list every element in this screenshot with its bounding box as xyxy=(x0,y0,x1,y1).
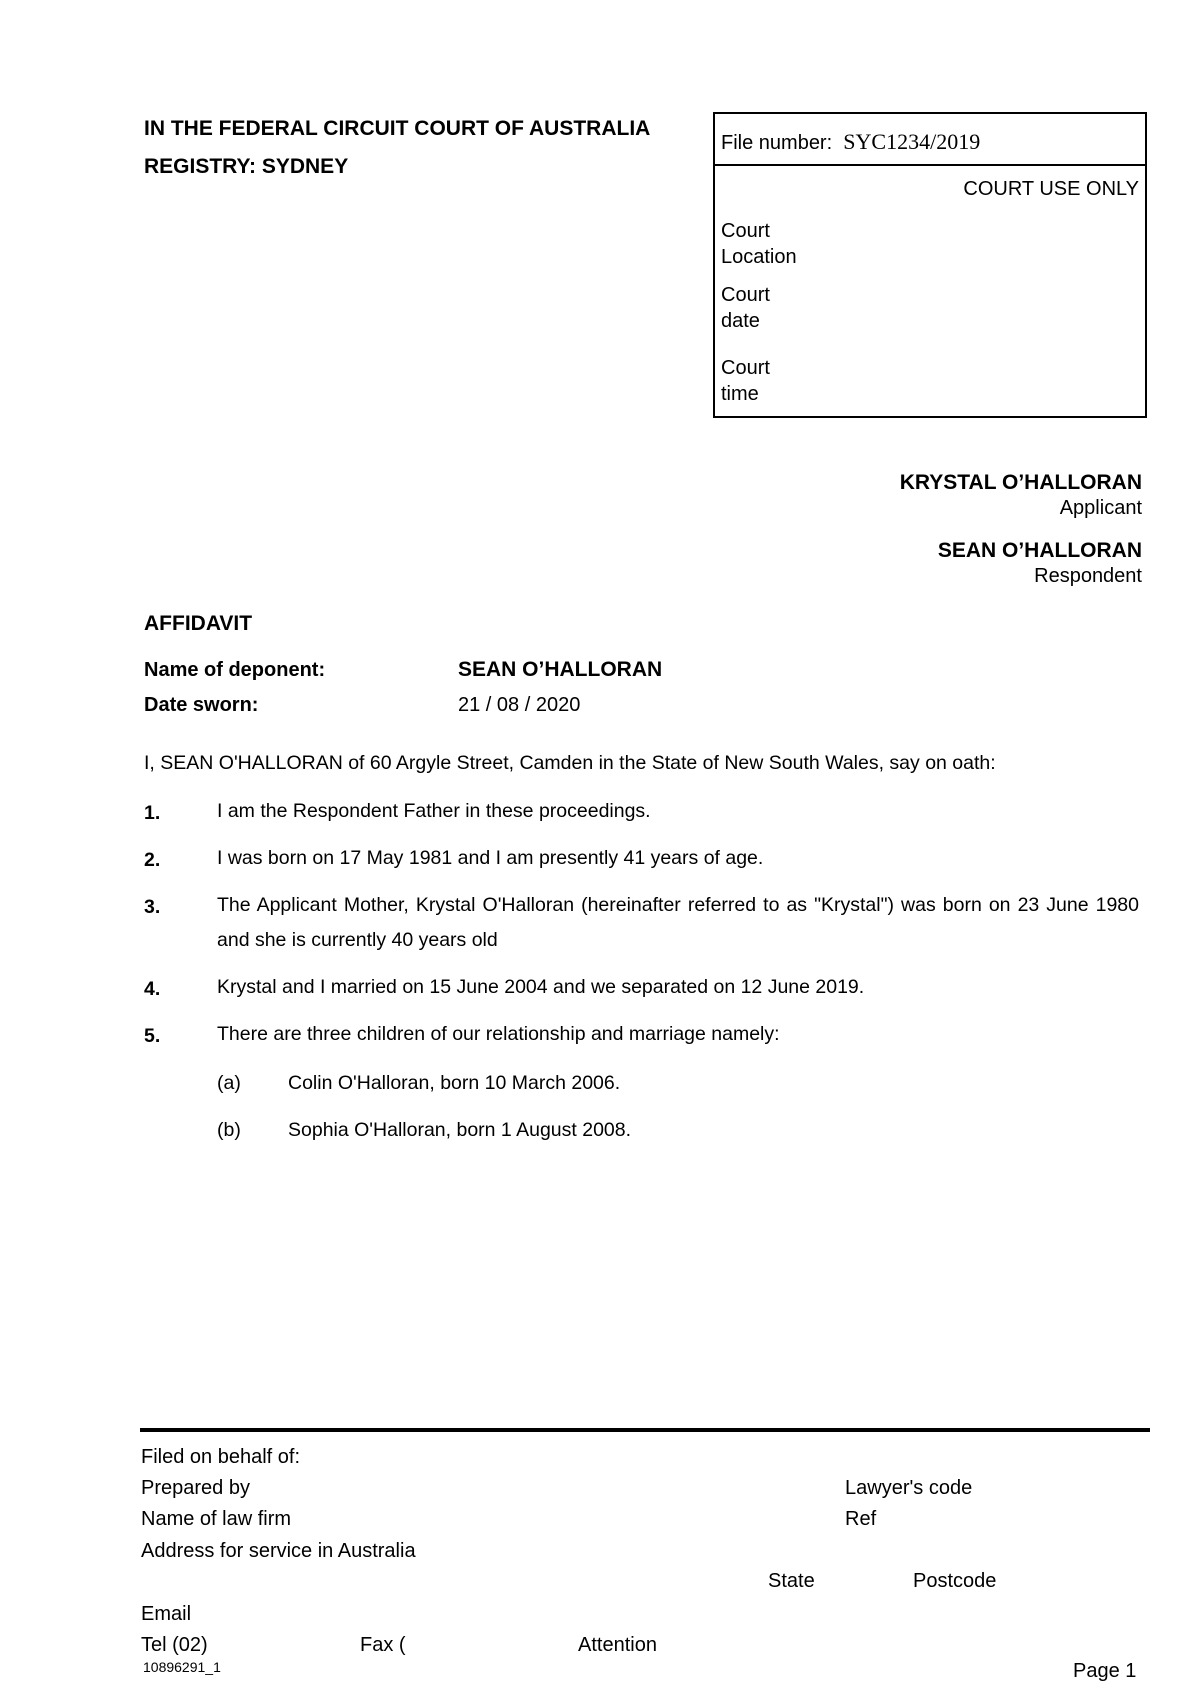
law-firm-label: Name of law firm xyxy=(141,1508,292,1530)
court-title: IN THE FEDERAL CIRCUIT COURT OF AUSTRALIA xyxy=(144,117,651,140)
paragraph-text: The Applicant Mother, Krystal O'Halloran (hereinafter referred to as "Krystal") was born on 23 June 1980 and she is currently 40 years old xyxy=(217,894,1139,951)
paragraph-text: Krystal and I married on 15 June 2004 and we separated on 12 June 2019. xyxy=(217,976,865,998)
paragraph-text: There are three children of our relationship and marriage namely: xyxy=(217,1023,780,1045)
file-number-row xyxy=(715,114,1145,166)
attention-label: Attention xyxy=(578,1634,657,1656)
file-number-label: File number: xyxy=(721,132,833,154)
applicant-name: KRYSTAL O’HALLORAN xyxy=(899,471,1142,494)
court-time-line1: Court xyxy=(721,357,770,379)
ref-label: Ref xyxy=(845,1508,877,1530)
respondent-role: Respondent xyxy=(1034,565,1142,587)
file-number-value: SYC1234/2019 xyxy=(843,129,981,154)
applicant-role: Applicant xyxy=(1059,497,1142,519)
court-time-label xyxy=(721,355,770,407)
paragraph-text: I am the Respondent Father in these proceedings. xyxy=(217,800,651,822)
subitem-text: Colin O'Halloran, born 10 March 2006. xyxy=(288,1072,621,1094)
court-time-line2: time xyxy=(721,383,759,405)
court-location-line1: Court xyxy=(721,220,770,242)
court-use-only-label: COURT USE ONLY xyxy=(963,178,1139,200)
court-use-box xyxy=(713,112,1147,418)
state-label: State xyxy=(768,1570,815,1592)
paragraph-number: 2. xyxy=(144,849,161,871)
filed-on-behalf-label: Filed on behalf of: xyxy=(141,1446,300,1468)
respondent-name: SEAN O’HALLORAN xyxy=(937,539,1142,562)
file-number-field xyxy=(721,129,980,155)
paragraph-number: 3. xyxy=(144,896,161,918)
document-id: 10896291_1 xyxy=(143,1659,221,1675)
court-date-line2: date xyxy=(721,310,760,332)
tel-label: Tel (02) xyxy=(141,1634,208,1656)
address-label: Address for service in Australia xyxy=(141,1540,416,1562)
paragraph-number: 5. xyxy=(144,1025,161,1047)
paragraph-number: 1. xyxy=(144,802,161,824)
subitem-label: (a) xyxy=(217,1072,241,1094)
intro-text: I, SEAN O'HALLORAN of 60 Argyle Street, Camden in the State of New South Wales, say on oath: xyxy=(144,752,996,774)
registry: REGISTRY: SYDNEY xyxy=(144,155,349,178)
lawyers-code-label: Lawyer's code xyxy=(845,1477,973,1499)
subitem-label: (b) xyxy=(217,1119,241,1141)
footer-divider xyxy=(140,1428,1150,1432)
court-date-line1: Court xyxy=(721,284,770,306)
email-label: Email xyxy=(141,1603,192,1625)
subitem-text: Sophia O'Halloran, born 1 August 2008. xyxy=(288,1119,632,1141)
court-date-label xyxy=(721,282,770,334)
paragraph-number: 4. xyxy=(144,978,161,1000)
court-location-line2: Location xyxy=(721,246,797,268)
postcode-label: Postcode xyxy=(913,1570,997,1592)
prepared-by-label: Prepared by xyxy=(141,1477,250,1499)
deponent-value: SEAN O’HALLORAN xyxy=(458,658,663,681)
deponent-label: Name of deponent: xyxy=(144,659,326,681)
date-sworn-label: Date sworn: xyxy=(144,694,259,716)
affidavit-heading: AFFIDAVIT xyxy=(144,612,253,635)
fax-label: Fax ( xyxy=(360,1634,406,1656)
paragraph-text: I was born on 17 May 1981 and I am presently 41 years of age. xyxy=(217,847,764,869)
date-sworn-value: 21 / 08 / 2020 xyxy=(458,694,581,716)
court-location-label xyxy=(721,218,797,270)
page-number: Page 1 xyxy=(1073,1660,1137,1682)
